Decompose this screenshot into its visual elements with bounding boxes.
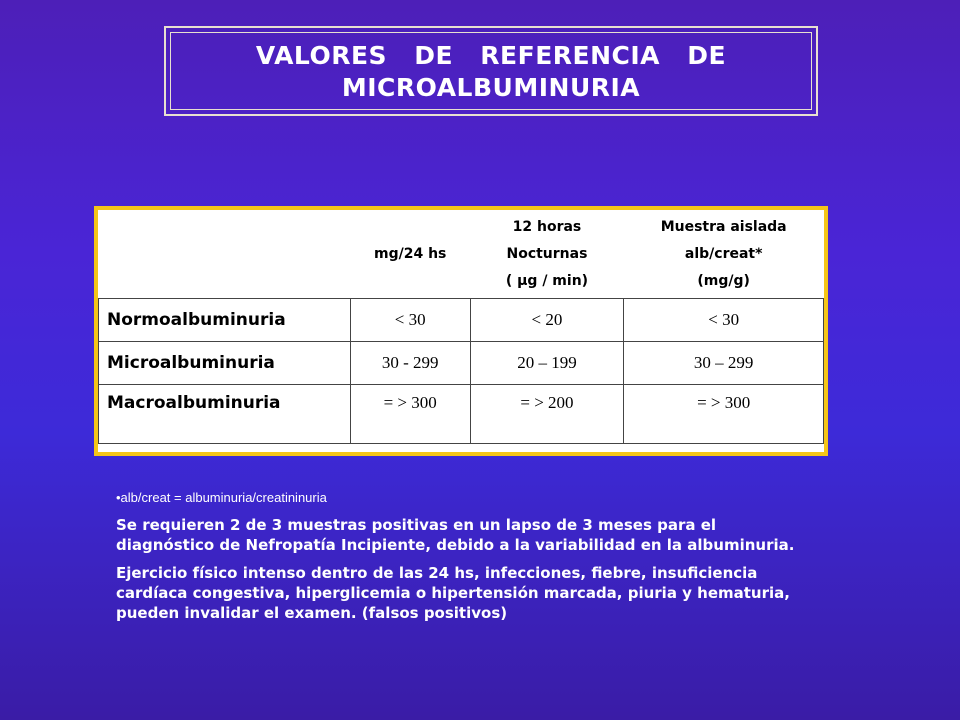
table-row — [99, 299, 824, 342]
table-row — [99, 385, 824, 444]
table-cell: < 30 — [624, 299, 824, 342]
header-12h-line1: 12 horas — [512, 218, 582, 235]
table-header-row — [99, 210, 824, 299]
table-cell: < 30 — [350, 299, 470, 342]
header-cell-12h — [470, 210, 624, 299]
table-cell: 30 - 299 — [350, 342, 470, 385]
reference-table-panel — [94, 206, 828, 456]
table-cell: = > 300 — [350, 385, 470, 444]
row-label: Microalbuminuria — [99, 342, 351, 385]
header-cell-spot-sample — [624, 210, 824, 299]
footnote: •alb/creat = albuminuria/creatininuria — [116, 490, 327, 505]
header-spot-line1: Muestra aislada — [660, 218, 787, 235]
header-cell-24h — [350, 210, 470, 299]
header-24h-text: mg/24 hs — [373, 245, 447, 262]
table-cell: = > 200 — [470, 385, 624, 444]
header-12h-line3: ( μg / min) — [505, 272, 589, 289]
row-label: Macroalbuminuria — [99, 385, 351, 444]
header-12h-line2: Nocturnas — [506, 245, 588, 262]
table-cell: < 20 — [470, 299, 624, 342]
row-label: Normoalbuminuria — [99, 299, 351, 342]
table-cell: 30 – 299 — [624, 342, 824, 385]
notes-section — [116, 490, 816, 631]
header-spot-line2: alb/creat* — [684, 245, 763, 262]
note-paragraph-false-positives: Ejercicio físico intenso dentro de las 24 hs, infecciones, fiebre, insuficiencia cardíaca congestiva, hiperglicemia o hipertensión marcada, piuria y hematuria, pueden invalidar el examen. (falsos positivos) — [116, 564, 790, 622]
title-box — [164, 26, 818, 116]
note-paragraph-samples: Se requieren 2 de 3 muestras positivas en un lapso de 3 meses para el diagnóstico de Nefropatía Incipiente, debido a la variabilidad en la albuminuria. — [116, 516, 795, 554]
table-cell: = > 300 — [624, 385, 824, 444]
slide-title-line1: VALORES DE REFERENCIA DE — [255, 41, 727, 70]
slide-title — [166, 40, 816, 104]
header-cell-empty — [99, 210, 351, 299]
reference-table — [98, 210, 824, 444]
header-spot-line3: (mg/g) — [697, 272, 750, 289]
slide-title-line2: MICROALBUMINURIA — [341, 73, 641, 102]
table-cell: 20 – 199 — [470, 342, 624, 385]
table-row — [99, 342, 824, 385]
